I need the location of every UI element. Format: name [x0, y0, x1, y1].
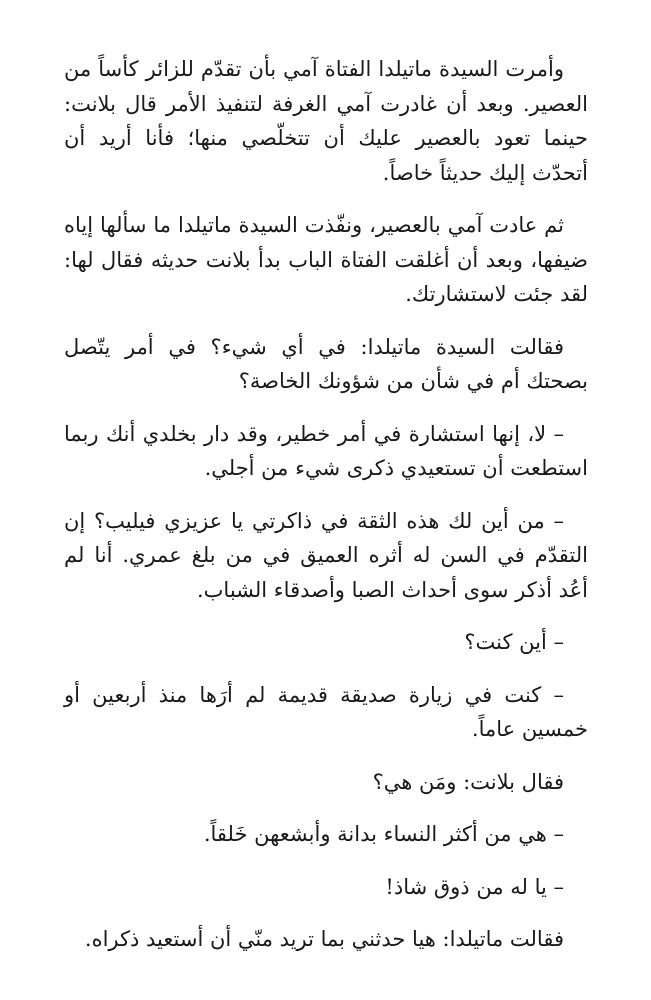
- paragraph-4: – لا، إنها استشارة في أمر خطير، وقد دار بخلدي أنك ربما استطعت أن تستعيدي ذكرى شيء من أجلي.: [64, 421, 588, 480]
- paragraph-10: – يا له من ذوق شاذ!: [385, 874, 564, 899]
- paragraph-7: – كنت في زيارة صديقة قديمة لم أرَها منذ أربعين أو خمسين عاماً.: [64, 682, 588, 741]
- paragraph-2: ثم عادت آمي بالعصير، ونفّذت السيدة ماتيلدا ما سألها إياه ضيفها، وبعد أن أغلقت الفتاة الباب بدأ بلانت حديثه فقال لها: لقد جئت لاستشارتك.: [64, 213, 588, 306]
- paragraph-3: فقالت السيدة ماتيلدا: في أي شيء؟ في أمر يتّصل بصحتك أم في شأن من شؤونك الخاصة؟: [64, 334, 588, 393]
- paragraph-1: وأمرت السيدة ماتيلدا الفتاة آمي بأن تقدّم للزائر كأساً من العصير. وبعد أن غادرت آمي الغرفة لتنفيذ الأمر قال بلانت: حينما تعود بالعصير عليك أن تتخلّصي منها؛ فأنا أريد أن أتحدّث إليك حديثاً خاصاً.: [64, 57, 588, 185]
- paragraph-5: – من أين لك هذه الثقة في ذاكرتي يا عزيزي فيليب؟ إن التقدّم في السن له أثره العميق في من بلغ عمري. أنا لم أعُد أذكر سوى أحداث الصبا وأصدقاء الشباب.: [64, 508, 588, 602]
- paragraph-6: – أين كنت؟: [464, 630, 564, 654]
- paragraph-9: – هي من أكثر النساء بدانة وأبشعهن خَلقاً.: [203, 822, 564, 846]
- book-page: [64, 52, 588, 975]
- paragraph-8: فقال بلانت: ومَن هي؟: [372, 769, 564, 794]
- paragraph-11: فقالت ماتيلدا: هيا حدثني بما تريد منّي أن أستعيد ذكراه.: [84, 927, 564, 951]
